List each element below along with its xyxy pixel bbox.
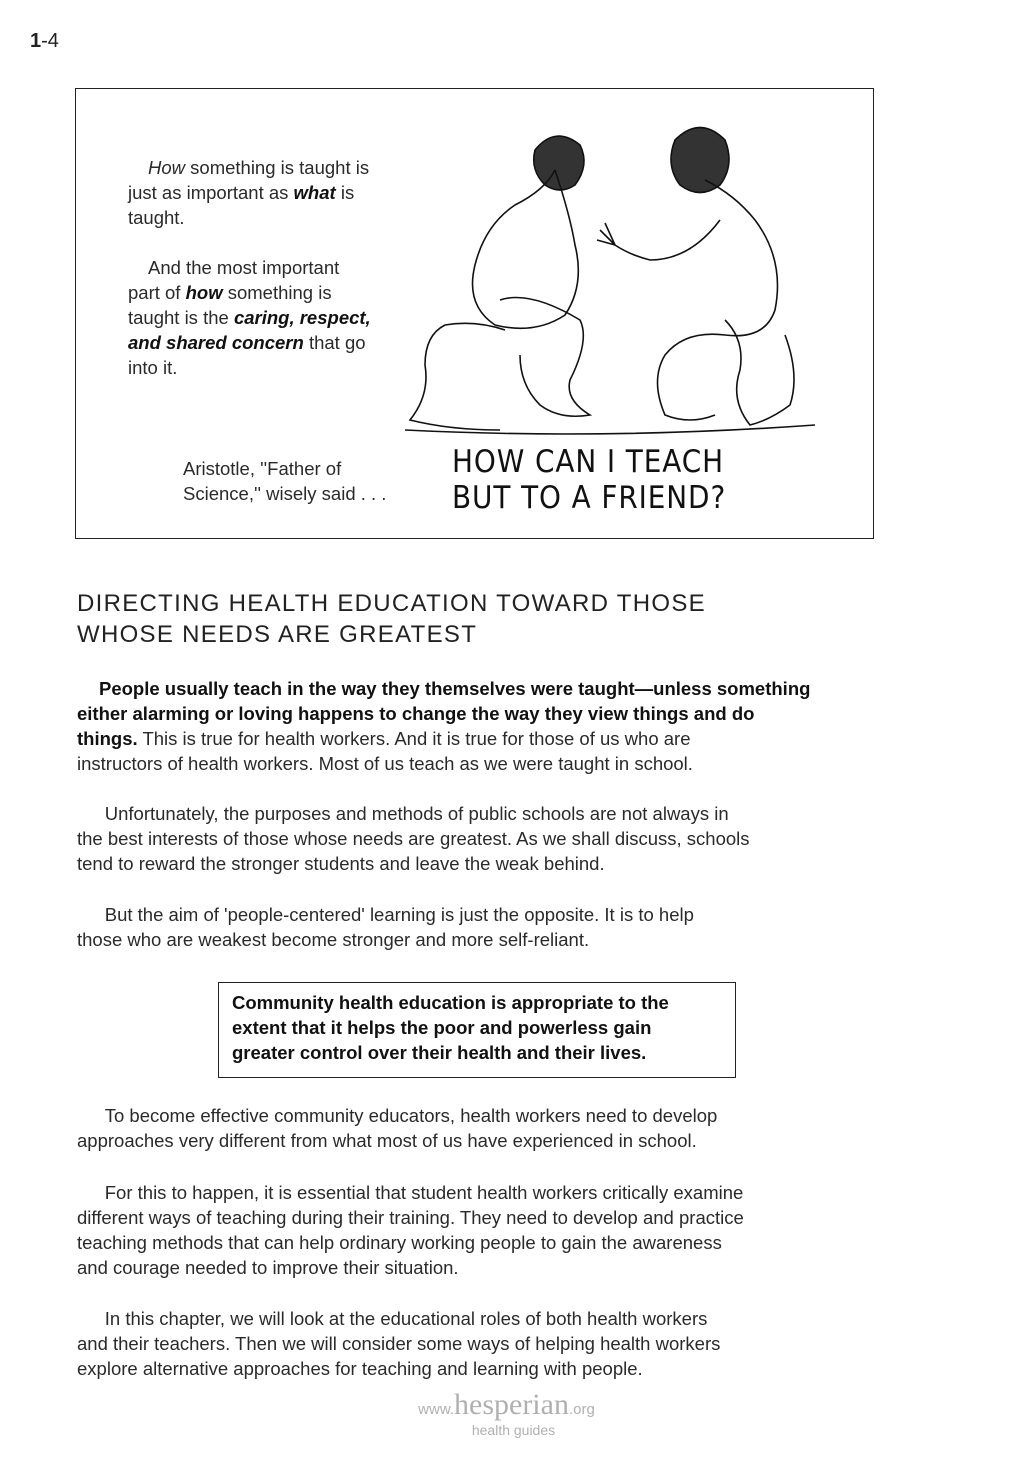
callout-text	[232, 990, 669, 1065]
text-run: greater control over their health and their lives.	[232, 1042, 647, 1063]
paragraph-3	[77, 902, 694, 952]
text-line	[128, 280, 371, 305]
text-run: different ways of teaching during their training. They need to develop and practice	[77, 1207, 744, 1228]
text-line	[77, 902, 694, 927]
text-run: what	[293, 182, 336, 203]
paragraph-5	[77, 1180, 744, 1280]
text-run: To become effective community educators, health workers need to develop	[77, 1105, 718, 1126]
box-para-2	[128, 255, 371, 380]
text-run: part of	[128, 282, 186, 303]
footer-brand: hesperian	[454, 1388, 569, 1421]
text-run: taught is the	[128, 307, 234, 328]
aristotle-attribution	[183, 456, 386, 506]
text-run: And the most important	[148, 257, 340, 278]
text-line	[77, 1103, 717, 1128]
text-run: those who are weakest become stronger and more self-reliant.	[77, 929, 590, 950]
text-run: caring, respect,	[233, 307, 371, 328]
footer-www: www.	[418, 1401, 455, 1418]
text-line	[77, 1356, 720, 1381]
text-run: approaches very different from what most of us have experienced in school.	[77, 1130, 697, 1151]
heading-line-2: WHOSE NEEDS ARE GREATEST	[77, 621, 478, 648]
text-line	[77, 701, 810, 726]
footer-org: .org	[568, 1401, 595, 1418]
text-line	[77, 927, 694, 952]
text-run: just as important as	[128, 182, 294, 203]
page-number	[30, 30, 59, 53]
text-line	[77, 726, 810, 751]
text-run: taught.	[128, 207, 185, 228]
text-run: tend to reward the stronger students and leave the weak behind.	[77, 853, 605, 874]
text-run: things.	[77, 728, 138, 749]
text-run: Aristotle, ''Father of	[183, 458, 342, 479]
text-line	[77, 801, 750, 826]
paragraph-6	[77, 1306, 720, 1381]
box-para-1	[128, 155, 369, 230]
text-line	[183, 481, 386, 506]
text-run: that go	[303, 332, 366, 353]
text-line	[128, 330, 371, 355]
section-heading	[77, 588, 706, 650]
caption-line-1: HOW CAN I TEACH	[452, 444, 725, 480]
text-line	[77, 676, 810, 701]
text-line	[128, 255, 371, 280]
text-line	[77, 1306, 720, 1331]
text-run: into it.	[128, 357, 178, 378]
paragraph-2	[77, 801, 750, 876]
text-run: either alarming or loving happens to change the way they view things and do	[77, 703, 755, 724]
text-run: something is taught is	[185, 157, 370, 178]
text-line	[232, 990, 669, 1015]
text-run: the best interests of those whose needs are greatest. As we shall discuss, schools	[77, 828, 750, 849]
text-line	[77, 826, 750, 851]
text-line	[128, 180, 369, 205]
paragraph-1	[77, 676, 810, 776]
text-line	[77, 1255, 744, 1280]
text-line	[128, 155, 369, 180]
heading-line-1: DIRECTING HEALTH EDUCATION TOWARD THOSE	[77, 590, 706, 617]
page-number-value: -4	[41, 30, 59, 52]
text-line	[183, 456, 386, 481]
text-line	[128, 205, 369, 230]
text-line	[77, 1230, 744, 1255]
paragraph-4	[77, 1103, 717, 1153]
two-people-talking-illustration	[405, 110, 825, 440]
text-run: For this to happen, it is essential that student health workers critically examine	[77, 1182, 744, 1203]
text-run: People usually teach in the way they themselves were taught—unless something	[99, 678, 811, 699]
footer-logo-main	[0, 1388, 1013, 1422]
text-line	[77, 751, 810, 776]
text-run: explore alternative approaches for teaching and learning with people.	[77, 1358, 643, 1379]
text-run: teaching methods that can help ordinary working people to gain the awareness	[77, 1232, 722, 1253]
text-run: Science,'' wisely said . . .	[183, 483, 387, 504]
text-run: Unfortunately, the purposes and methods of public schools are not always in	[77, 803, 729, 824]
text-run: and shared concern	[128, 332, 304, 353]
chapter-number: 1	[30, 30, 42, 52]
hesperian-footer-logo[interactable]	[0, 1388, 1013, 1438]
text-run: How	[148, 157, 186, 178]
text-run: how	[185, 282, 223, 303]
text-run: This is true for health workers. And it is true for those of us who are	[137, 728, 691, 749]
footer-subtitle: health guides	[471, 1422, 556, 1438]
text-line	[77, 1331, 720, 1356]
text-line	[77, 1128, 717, 1153]
text-line	[128, 355, 371, 380]
text-line	[77, 1205, 744, 1230]
text-run: something is	[222, 282, 332, 303]
text-run: In this chapter, we will look at the educational roles of both health workers	[77, 1308, 708, 1329]
text-run: Community health education is appropriate to the	[232, 992, 669, 1013]
text-line	[128, 305, 371, 330]
text-line	[232, 1040, 669, 1065]
text-run: instructors of health workers. Most of us teach as we were taught in school.	[77, 753, 693, 774]
text-line	[77, 851, 750, 876]
text-run: But the aim of 'people-centered' learning is just the opposite. It is to help	[77, 904, 694, 925]
text-run: and courage needed to improve their situation.	[77, 1257, 459, 1278]
text-line	[77, 1180, 744, 1205]
text-run: and their teachers. Then we will consider some ways of helping health workers	[77, 1333, 721, 1354]
text-line	[232, 1015, 669, 1040]
text-run: extent that it helps the poor and powerless gain	[232, 1017, 652, 1038]
caption-line-2: BUT TO A FRIEND?	[452, 480, 727, 516]
illustration-caption	[452, 444, 726, 516]
text-run: is	[335, 182, 355, 203]
